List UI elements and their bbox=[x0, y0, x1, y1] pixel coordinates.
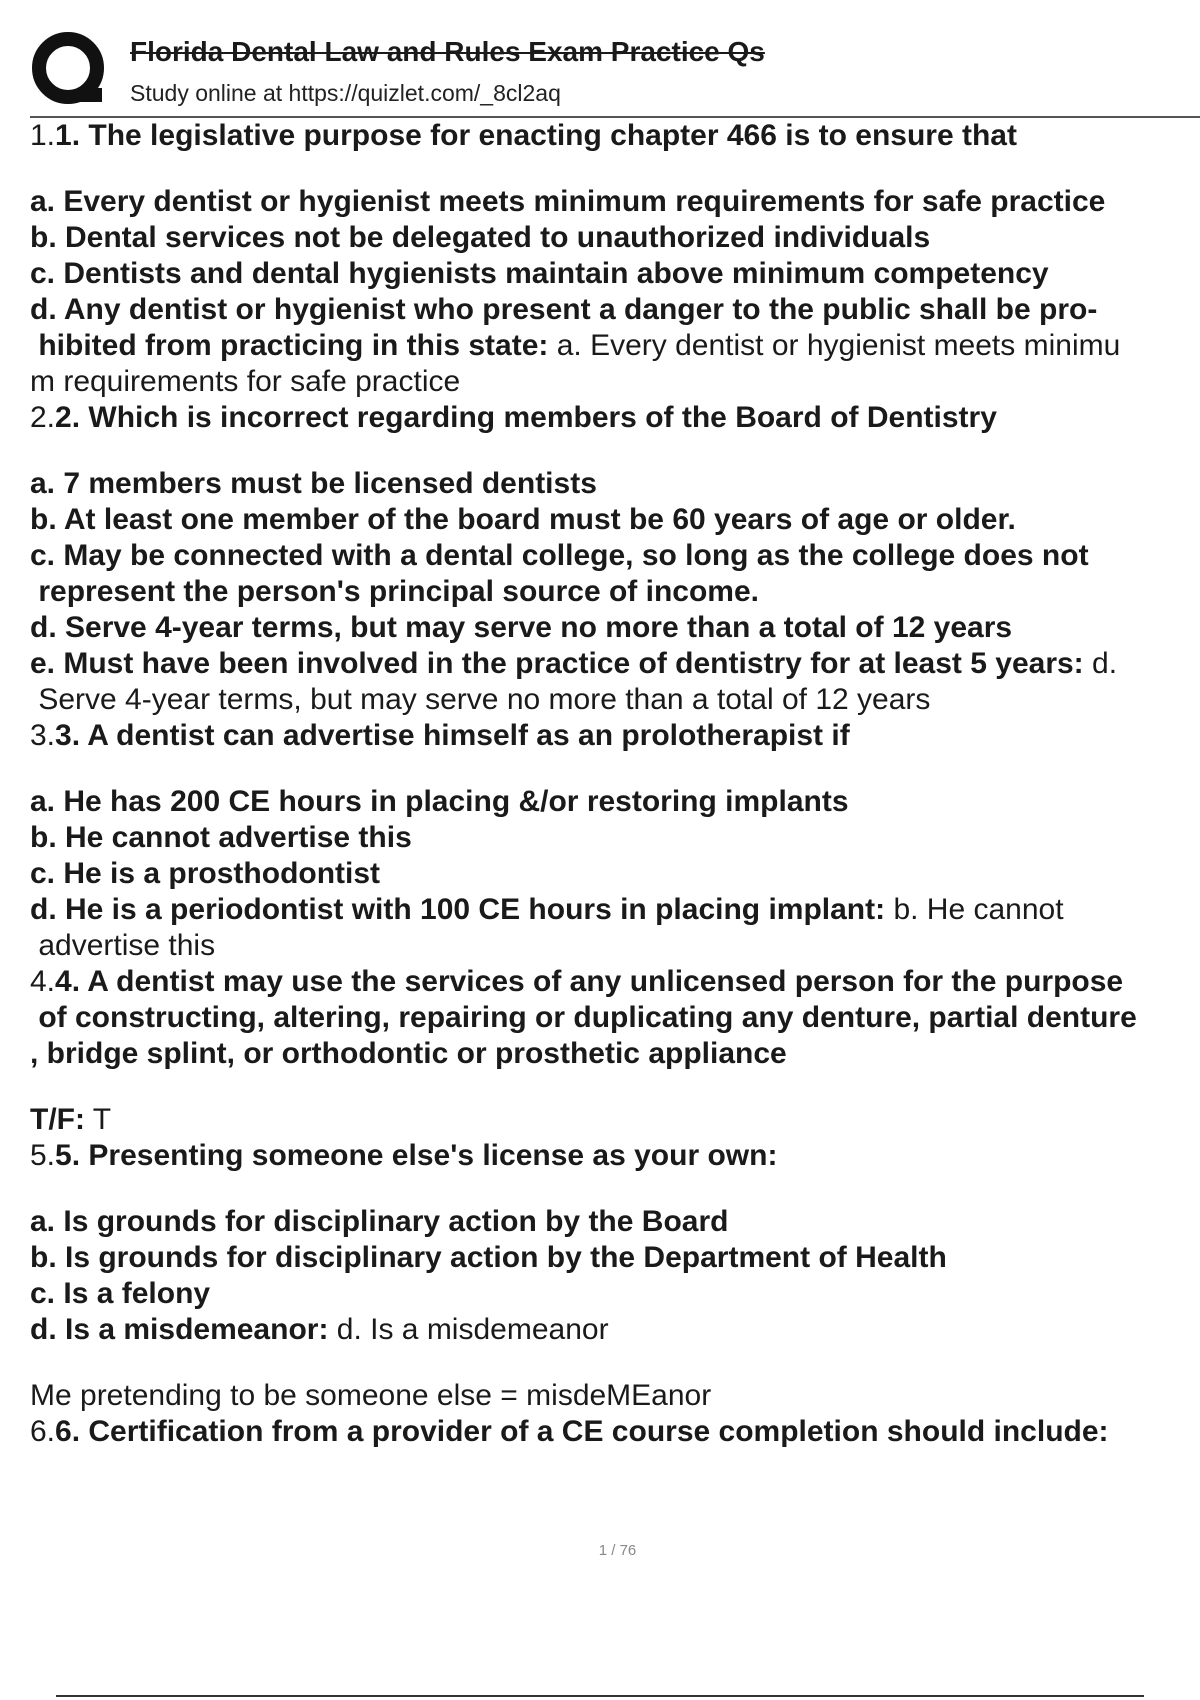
answer: d. bbox=[1083, 647, 1118, 680]
question-list bbox=[30, 118, 1198, 1450]
footer-divider bbox=[56, 1695, 1144, 1697]
option: c. He is a prosthodontist bbox=[30, 857, 381, 890]
question-number: 6. bbox=[30, 1415, 56, 1448]
answer: b. He cannot bbox=[885, 893, 1064, 926]
question-item bbox=[30, 400, 1198, 718]
quizlet-logo-icon bbox=[30, 30, 112, 108]
option: b. Is grounds for disciplinary action by the Department of Health bbox=[30, 1241, 947, 1274]
option: b. At least one member of the board must be 60 years of age or older. bbox=[30, 503, 1016, 536]
question-prompt: 2. Which is incorrect regarding members of the Board of Dentistry bbox=[55, 401, 997, 434]
question-prompt: 1. The legislative purpose for enacting chapter 466 is to ensure that bbox=[55, 119, 1017, 152]
question-item bbox=[30, 964, 1198, 1138]
question-item bbox=[30, 718, 1198, 964]
answer-continuation: advertise this bbox=[30, 929, 216, 962]
page-indicator: 1 / 76 bbox=[598, 1542, 637, 1559]
question-prompt: 4. A dentist may use the services of any unlicensed person for the purpose bbox=[55, 965, 1124, 998]
question-number: 4. bbox=[30, 965, 56, 998]
option: c. Dentists and dental hygienists maintain above minimum competency bbox=[30, 257, 1049, 290]
study-online-link[interactable]: Study online at https://quizlet.com/_8cl2aq bbox=[130, 80, 561, 106]
question-prompt: 5. Presenting someone else's license as your own: bbox=[55, 1139, 778, 1172]
document-title: Florida Dental Law and Rules Exam Practice Qs bbox=[130, 36, 765, 67]
question-item bbox=[30, 118, 1198, 400]
answer: T bbox=[84, 1103, 112, 1136]
option: d. Is a misdemeanor: bbox=[30, 1313, 329, 1346]
mnemonic-note: Me pretending to be someone else = misdeMEanor bbox=[30, 1379, 712, 1412]
question-prompt: 3. A dentist can advertise himself as an prolotherapist if bbox=[55, 719, 850, 752]
option: b. Dental services not be delegated to unauthorized individuals bbox=[30, 221, 931, 254]
option: c. May be connected with a dental college, so long as the college does not bbox=[30, 539, 1089, 572]
option: c. Is a felony bbox=[30, 1277, 211, 1310]
option: a. Every dentist or hygienist meets minimum requirements for safe practice bbox=[30, 185, 1106, 218]
question-number: 2. bbox=[30, 401, 56, 434]
option: represent the person's principal source of income. bbox=[30, 575, 759, 608]
option: d. Serve 4-year terms, but may serve no more than a total of 12 years bbox=[30, 611, 1013, 644]
page-header bbox=[30, 30, 1200, 118]
option: a. 7 members must be licensed dentists bbox=[30, 467, 597, 500]
answer-continuation: Serve 4-year terms, but may serve no more than a total of 12 years bbox=[30, 683, 931, 716]
option: e. Must have been involved in the practice of dentistry for at least 5 years: bbox=[30, 647, 1084, 680]
true-false-label: T/F: bbox=[30, 1103, 85, 1136]
answer-continuation: m requirements for safe practice bbox=[30, 365, 461, 398]
question-item bbox=[30, 1414, 1198, 1450]
option: b. He cannot advertise this bbox=[30, 821, 412, 854]
question-number: 5. bbox=[30, 1139, 56, 1172]
question-number: 3. bbox=[30, 719, 56, 752]
option: a. Is grounds for disciplinary action by the Board bbox=[30, 1205, 729, 1238]
answer: a. Every dentist or hygienist meets minimu bbox=[548, 329, 1121, 362]
option: hibited from practicing in this state: bbox=[30, 329, 549, 362]
question-item bbox=[30, 1138, 1198, 1414]
option: a. He has 200 CE hours in placing &/or restoring implants bbox=[30, 785, 849, 818]
question-prompt: 6. Certification from a provider of a CE course completion should include: bbox=[55, 1415, 1109, 1448]
question-prompt-continuation: of constructing, altering, repairing or duplicating any denture, partial denture bbox=[30, 1001, 1137, 1034]
question-number: 1. bbox=[30, 119, 56, 152]
option: d. He is a periodontist with 100 CE hours in placing implant: bbox=[30, 893, 886, 926]
option: d. Any dentist or hygienist who present a danger to the public shall be pro- bbox=[30, 293, 1098, 326]
answer: d. Is a misdemeanor bbox=[328, 1313, 609, 1346]
question-prompt-continuation: , bridge splint, or orthodontic or prosthetic appliance bbox=[30, 1037, 787, 1070]
